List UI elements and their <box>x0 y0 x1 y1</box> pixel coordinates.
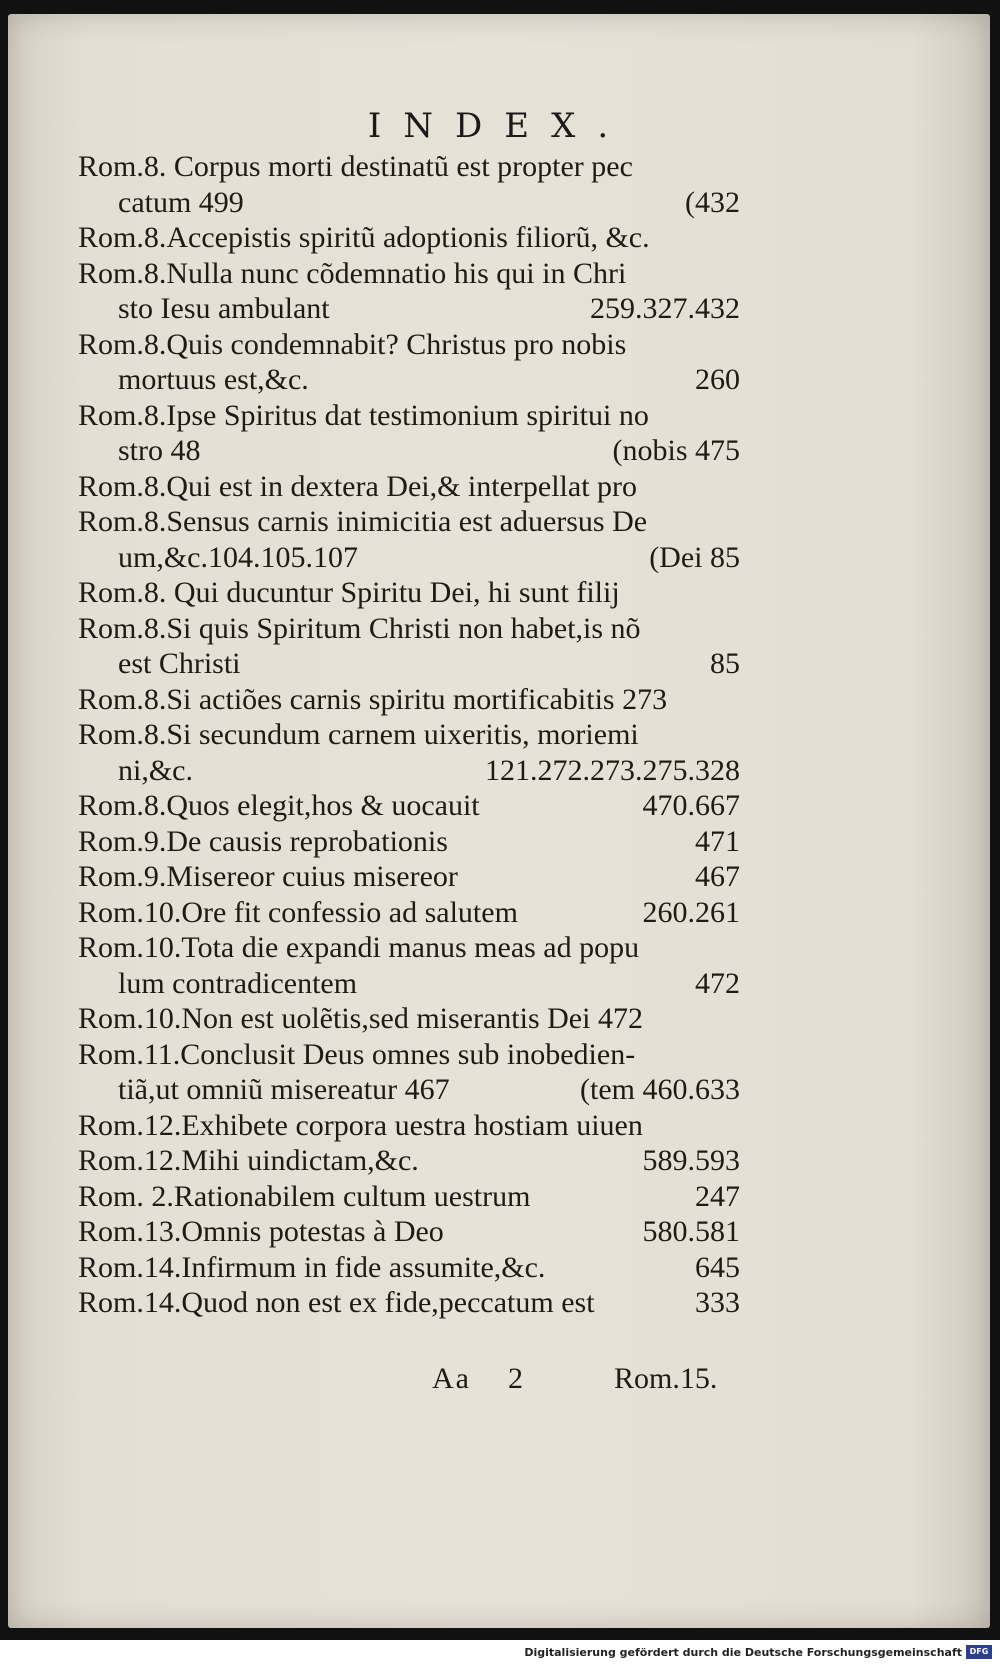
entry-text: Rom.8.Accepistis spiritũ adoptionis filiorũ, &c. <box>78 221 650 254</box>
index-entry <box>78 717 740 753</box>
entry-page-ref: 333 <box>695 1286 740 1319</box>
index-entry <box>78 682 740 718</box>
entry-text: Rom.8.Quis condemnabit? Christus pro nobis <box>78 327 627 361</box>
entry-page-ref: 472 <box>695 966 740 1000</box>
entry-text: Rom.8.Nulla nunc cõdemnatio his qui in Chri <box>78 256 627 290</box>
entry-text: Rom.9.De causis reprobationis <box>78 824 448 858</box>
entry-text: Rom.12.Exhibete corpora uestra hostiam uiuen <box>78 1108 643 1142</box>
entry-text: lum contradicentem <box>118 966 358 1000</box>
index-entry <box>78 753 740 789</box>
index-entry <box>78 1214 740 1250</box>
index-entry <box>78 433 740 469</box>
entry-page-ref: 259.327.432 <box>590 292 740 325</box>
index-entry <box>78 895 740 931</box>
index-entry <box>78 185 740 221</box>
entry-text: Rom.8.Si secundum carnem uixeritis, moriemi <box>78 718 639 751</box>
dfg-logo-icon: DFG <box>966 1645 992 1659</box>
index-entry <box>78 327 740 363</box>
signature-number: 2 <box>508 1362 523 1395</box>
entry-text: Rom.8.Si quis Spiritum Christi non habet,is nõ <box>78 611 641 645</box>
index-entry <box>78 1001 740 1037</box>
index-entry <box>78 362 740 398</box>
index-entry <box>78 646 740 682</box>
page-footer <box>8 1362 990 1402</box>
index-entry <box>78 575 740 611</box>
index-entry <box>78 930 740 966</box>
entry-text: Rom.8.Sensus carnis inimicitia est aduersus De <box>78 505 648 538</box>
index-entry <box>78 1250 740 1286</box>
entry-text: Rom.10.Non est uolẽtis,sed miserantis Dei 472 <box>78 1002 643 1035</box>
entry-text: Rom.8.Quos elegit,hos & uocauit <box>78 789 480 822</box>
index-entry <box>78 1108 740 1144</box>
running-head: INDEX. <box>367 106 631 146</box>
signature-mark: Aa <box>432 1362 471 1395</box>
entry-text: Rom.8.Si actiões carnis spiritu mortificabitis 273 <box>78 682 668 716</box>
entry-page-ref: 121.272.273.275.328 <box>485 753 740 787</box>
entry-text: Rom.13.Omnis potestas à Deo <box>78 1215 444 1248</box>
entry-text: Rom.14.Quod non est ex fide,peccatum est <box>78 1286 595 1319</box>
entry-page-ref: (Dei 85 <box>649 540 740 574</box>
entry-page-ref: 260.261 <box>642 895 740 929</box>
index-entry <box>78 220 740 256</box>
index-entry <box>78 1285 740 1321</box>
banner-text: Digitalisierung gefördert durch die Deutsche Forschungsgemeinschaft <box>524 1646 962 1659</box>
index-entry <box>78 291 740 327</box>
entry-text: ni,&c. <box>118 753 193 787</box>
index-entry <box>78 611 740 647</box>
entry-text: Rom.8. Qui ducuntur Spiritu Dei, hi sunt filij <box>78 576 620 609</box>
entry-text: Rom.8. Corpus morti destinatũ est propter pec <box>78 150 633 183</box>
index-entry <box>78 398 740 434</box>
catchword: Rom.15. <box>614 1362 718 1395</box>
entry-text: Rom.12.Mihi uindictam,&c. <box>78 1144 419 1177</box>
index-entry <box>78 540 740 576</box>
entry-text: Rom.9.Misereor cuius misereor <box>78 860 458 893</box>
entry-text: Rom.8.Ipse Spiritus dat testimonium spiritui no <box>78 398 649 432</box>
index-entry <box>78 256 740 292</box>
entry-text: Rom.10.Tota die expandi manus meas ad popu <box>78 931 640 964</box>
entry-page-ref: (tem 460.633 <box>580 1073 740 1106</box>
index-entry <box>78 1037 740 1073</box>
entry-text: est Christi <box>118 647 241 680</box>
entry-page-ref: 470.667 <box>642 789 740 822</box>
entry-page-ref: (432 <box>685 185 740 219</box>
entry-page-ref: 589.593 <box>642 1144 740 1177</box>
entry-text: Rom.11.Conclusit Deus omnes sub inobedien- <box>78 1037 636 1071</box>
entry-page-ref: 247 <box>695 1179 740 1213</box>
index-entry <box>78 469 740 505</box>
index-entry <box>78 966 740 1002</box>
entry-text: mortuus est,&c. <box>118 363 309 396</box>
entry-text: stro 48 <box>118 434 201 467</box>
entry-text: tiã,ut omniũ misereatur 467 <box>118 1073 450 1106</box>
index-entry <box>78 504 740 540</box>
entry-page-ref: (nobis 475 <box>612 434 740 467</box>
entry-page-ref: 260 <box>695 363 740 396</box>
index-entry <box>78 824 740 860</box>
entry-text: sto Iesu ambulant <box>118 292 330 325</box>
entry-page-ref: 467 <box>695 860 740 893</box>
entry-page-ref: 645 <box>695 1250 740 1284</box>
entry-page-ref: 85 <box>710 647 740 680</box>
entry-text: catum 499 <box>118 185 244 219</box>
book-page <box>8 14 990 1628</box>
index-entries <box>78 149 740 1321</box>
entry-text: Rom.10.Ore fit confessio ad salutem <box>78 895 518 929</box>
entry-text: Rom.8.Qui est in dextera Dei,& interpellat pro <box>78 469 638 503</box>
entry-page-ref: 471 <box>695 824 740 858</box>
index-entry <box>78 1143 740 1179</box>
index-entry <box>78 149 740 185</box>
index-entry <box>78 1179 740 1215</box>
entry-text: Rom.14.Infirmum in fide assumite,&c. <box>78 1250 546 1284</box>
index-entry <box>78 788 740 824</box>
entry-text: um,&c.104.105.107 <box>118 540 358 574</box>
dfg-banner <box>0 1640 1000 1666</box>
entry-page-ref: 580.581 <box>642 1215 740 1248</box>
entry-text: Rom. 2.Rationabilem cultum uestrum <box>78 1179 531 1213</box>
index-entry <box>78 859 740 895</box>
index-entry <box>78 1072 740 1108</box>
